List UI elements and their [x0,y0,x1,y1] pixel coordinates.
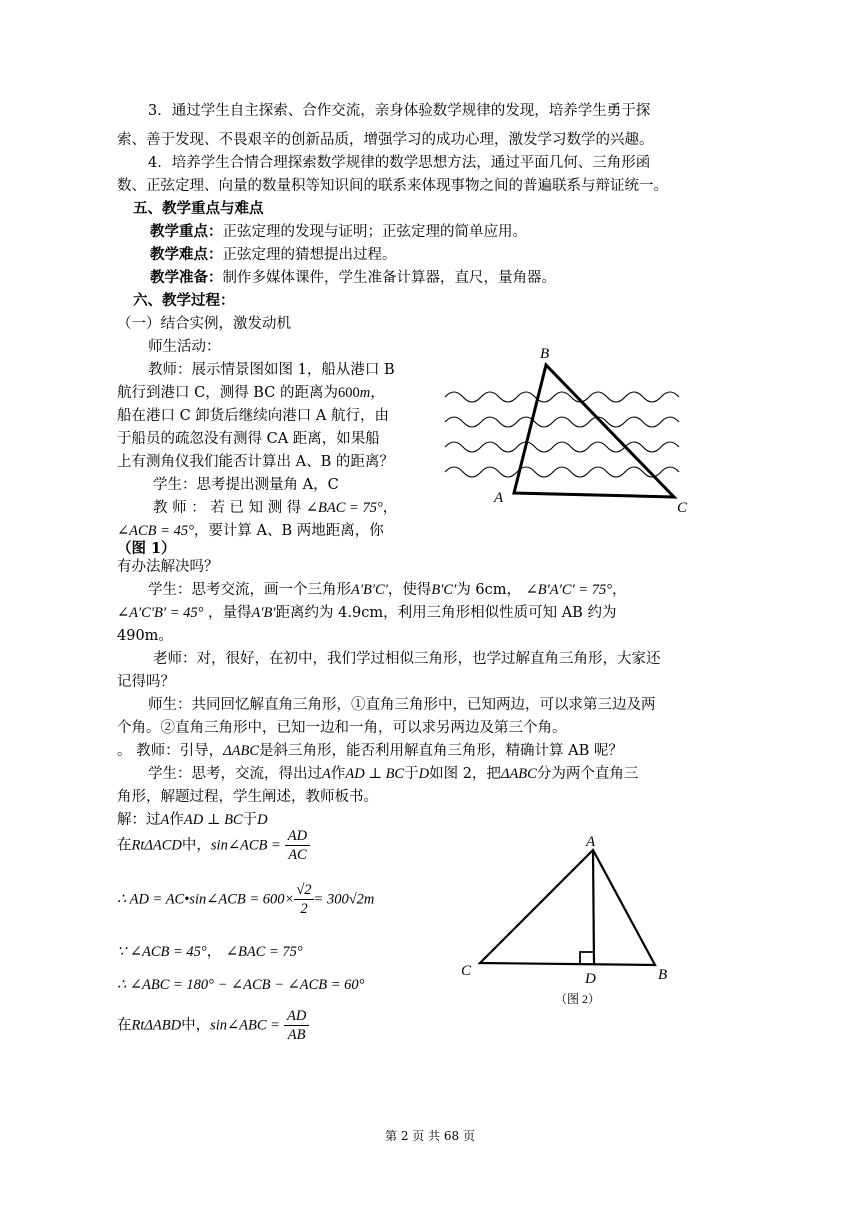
activity-label: 师生活动： [148,339,221,355]
student-3-line2: 角形，解题过程，学生阐述，教师板书。 [117,789,378,805]
paragraph-3-line2: 索、善于发现、不畏艰辛的创新品质，增强学习的成功心理，激发学习数学的兴趣。 [117,132,654,148]
student-2-text5: 距离约为 4.9cm，利用三角形相似性质可知 AB 约为 [275,605,617,621]
bc-prime-math: B′C′ [431,582,457,598]
teacher-1-line1: 教师：展示情景图如图 1，船从港口 B [148,362,395,378]
eq5-numerator: AD [284,1007,309,1026]
student-3-text5: 分为两个直角三 [536,766,639,782]
paragraph-4-line2: 数、正弦定理、向量的数量积等知识间的联系来体现事物之间的普遍联系与辩证统一。 [117,178,668,194]
equation-1 [117,827,310,864]
angle-bac-math: ∠BAC = 75° [305,500,383,516]
key-point-label: 教学重点： [150,223,223,240]
section-6-heading: 六、教学过程： [133,292,235,309]
eq2-rhs: = 300√2m [313,891,375,908]
teacher-1-comma: ， [370,385,385,401]
eq2-fraction [294,881,313,918]
difficulty-text: 正弦定理的猜想提出过程。 [222,247,397,263]
fig2-caption: （图 2） [555,992,601,1006]
recall-line1: 师生：共同回忆解直角三角形，①直角三角形中，已知两边，可以求第三边及两 [148,697,656,713]
subsection-1-heading: （一）结合实例，激发动机 [117,316,291,332]
teacher-3-line2: 记得吗？ [117,674,175,690]
wave-line-4 [445,467,679,477]
eq1-numerator: AD [285,827,310,846]
student-2-line2 [117,603,616,623]
difficulty-label: 教学难点： [150,246,223,263]
figure-1-diagram [430,340,710,520]
teacher-2-line2 [117,521,384,541]
wave-line-3 [445,442,679,452]
eq1-triangle: RtΔACD [131,837,182,854]
eq1-fraction [285,827,310,864]
paragraph-3-line1: 3．通过学生自主探索、合作交流，亲身体验数学规律的发现，培养学生勇于探 [148,103,651,119]
angle-acb-math: ∠ACB = 45° [117,523,194,539]
solution-text3: 于 [242,812,258,828]
altitude-ad [593,850,594,964]
wave-line-1 [445,392,679,402]
student-3-text2: 作 [330,766,346,782]
solution-text1: 解：过 [117,812,161,828]
eq3-sep: ， [206,944,222,960]
page-footer: 第 2 页 共 68 页 [385,1129,475,1143]
point-a-math: A [322,766,331,782]
teacher-2-text: 教 师 ： 若 已 知 测 得 [153,500,302,516]
fig2-label-b: B [658,967,668,983]
teacher-4-line [117,741,623,761]
eq5-triangle: RtΔABD [131,1017,182,1034]
student-2-text3: 为 6cm， [456,582,521,598]
wave-line-2 [445,417,679,427]
eq2-numerator: √2 [296,882,312,898]
student-3-line1 [148,764,638,784]
paragraph-4-line1: 4．培养学生合情合理探索数学规律的数学思想方法，通过平面几何、三角形函 [148,155,651,171]
triangle-prime-math: A′B′C′ [351,582,388,598]
point-d-math: D [418,766,430,782]
key-point-text: 正弦定理的发现与证明；正弦定理的简单应用。 [222,224,527,240]
teacher-2-line3: 有办法解决吗？ [117,559,219,575]
student-3-text4: 如图 2，把 [429,766,501,782]
preparation-line [150,268,556,288]
student-2-comma: ， [612,582,627,598]
right-angle-mark [580,952,594,964]
teacher-1-text: 航行到港口 C，测得 BC 的距离为 [117,385,338,401]
teacher-4-text1: 。 教师：引导， [117,743,224,759]
teacher-1-line3: 船在港口 C 卸货后继续向港口 A 航行，由 [117,408,390,424]
teacher-2-comma: ， [382,500,398,516]
equation-3 [117,942,303,962]
eq1-text2: 中， [181,837,211,854]
fig1-label-b: B [540,346,550,362]
distance-unit: m [359,385,371,401]
teacher-2-text2: ，要计算 A、B 两地距离，你 [193,523,384,539]
fig2-label-a: A [586,835,596,850]
equation-5 [117,1007,309,1044]
angle-prime-acb-math: ∠A′C′B′ = 45° [117,605,204,621]
solution-point-d: D [257,812,268,828]
eq1-text1: 在 [117,837,132,854]
ad-perp-bc-math: AD ⊥ BC [345,766,405,782]
equation-2 [117,881,374,918]
eq5-text1: 在 [117,1017,132,1034]
fig2-label-d: D [585,971,596,987]
teacher-3-line1: 老师：对，很好，在初中，我们学过相似三角形，也学过解直角三角形，大家还 [153,651,661,667]
teacher-1-line5: 上有测角仪我们能否计算出 A、B 的距离？ [117,454,394,470]
preparation-label: 教学准备： [150,269,223,286]
eq1-lhs: sin∠ACB = [210,837,281,854]
eq3-angle-bac: ∠BAC = 75° [225,944,303,960]
eq5-fraction [284,1007,309,1044]
solution-ad-perp-bc: AD ⊥ BC [183,812,243,828]
student-3-text1: 学生：思考，交流，得出过 [148,766,322,782]
eq5-lhs: sin∠ABC = [210,1017,280,1034]
teacher-2-line1 [153,498,397,518]
eq1-denominator: AC [288,847,307,863]
student-2-text2: ，使得 [387,582,432,598]
student-2-line3: 490m。 [117,628,173,644]
preparation-text: 制作多媒体课件，学生准备计算器，直尺，量角器。 [222,270,556,286]
difficulty-line [150,245,397,265]
angle-prime-bac-math: ∠B′A′C′ = 75° [525,582,612,598]
fig2-label-c: C [461,963,472,979]
fig1-label-a: A [494,490,504,506]
eq5-denominator: AB [287,1027,306,1043]
student-1-line: 学生：思考提出测量角 A，C [153,477,339,493]
eq2-lhs: ∴ AD = AC•sin∠ACB = 600× [117,891,295,908]
solution-point-a: A [160,812,170,828]
recall-line2: 个角。②直角三角形中，已知一边和一角，可以求另两边及第三个角。 [117,720,567,736]
student-3-text3: 于 [404,766,419,782]
figure-2-diagram [455,835,685,1015]
student-2-text4: ，量得 [208,605,252,621]
eq2-denominator: 2 [300,901,308,917]
section-5-heading: 五、教学重点与难点 [133,200,264,217]
equation-4: ∴ ∠ABC = 180° − ∠ACB − ∠ACB = 60° [117,977,365,993]
solution-text2: 作 [169,812,184,828]
teacher-4-text2: 是斜三角形，能否利用解直角三角形，精确计算 AB 呢？ [259,743,623,759]
figure-1-caption: （图 1） [117,540,176,557]
ab-prime-math: A′B′ [251,605,276,621]
teacher-1-line2 [117,383,385,403]
teacher-1-line4: 于船员的疏忽没有测得 CA 距离，如果船 [117,431,380,447]
eq3-angle-acb: ∵ ∠ACB = 45° [117,944,207,960]
eq5-text2: 中， [181,1017,211,1034]
fig1-label-c: C [677,500,688,516]
student-2-text1: 学生：思考交流，画一个三角形 [148,582,351,598]
triangle-abc-fig2 [480,850,655,965]
key-point-line [150,222,527,242]
student-2-line1 [148,580,627,600]
triangle-abc-math: ΔABC [223,743,260,759]
triangle-abc-math-2: ΔABC [500,766,537,782]
distance-value: 600 [337,385,360,401]
